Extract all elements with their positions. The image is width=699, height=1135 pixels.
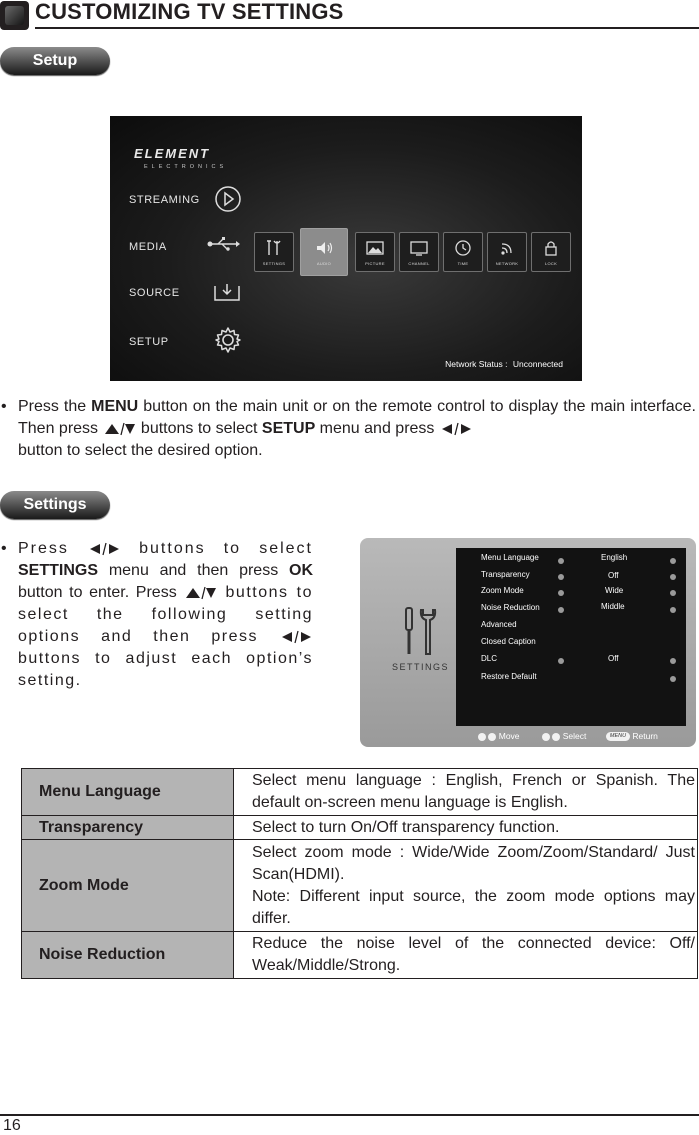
- tv-settings-screen: [360, 538, 696, 747]
- header-icon: [0, 1, 29, 30]
- network-status-label: Network Status :: [445, 359, 508, 369]
- tile-settings: [254, 232, 294, 272]
- settings-table: [21, 768, 698, 979]
- up-button-icon: [478, 733, 486, 741]
- clock-icon: [453, 239, 473, 257]
- settings-instructions: Press buttons to select SETTINGS menu and then press OK button to enter. Press buttons to select the following setting options and then press buttons to adjust each option’s setting.: [18, 540, 314, 689]
- tile-label: AUDIO: [316, 260, 332, 266]
- chevron-icon: [558, 607, 564, 613]
- menu-key-icon: MENU: [606, 732, 630, 741]
- section-label-settings: Settings: [0, 491, 110, 519]
- up-down-arrows-icon: [102, 422, 136, 436]
- setting-name: Noise Reduction: [481, 603, 540, 612]
- tile-label: NETWORK: [495, 260, 519, 266]
- wrench-screwdriver-icon: [264, 239, 284, 257]
- play-icon: [214, 185, 242, 213]
- menu-item-source: SOURCE: [129, 287, 180, 299]
- setting-name: Menu Language: [481, 553, 539, 562]
- setting-value: Middle: [601, 602, 625, 611]
- wrench-screwdriver-icon: [398, 606, 438, 658]
- tile-label: SETTINGS: [262, 260, 286, 266]
- menu-item-media: MEDIA: [129, 241, 167, 253]
- settings-screen-label: SETTINGS: [392, 662, 450, 672]
- table-value: [234, 840, 698, 932]
- table-key: Zoom Mode: [22, 840, 234, 932]
- setting-name: Restore Default: [481, 672, 537, 681]
- table-row: [22, 840, 698, 932]
- setting-name: Advanced: [481, 620, 517, 629]
- chevron-icon: [670, 607, 676, 613]
- tile-channel: [399, 232, 439, 272]
- speaker-icon: [314, 239, 334, 257]
- input-source-icon: [213, 282, 241, 302]
- up-down-arrows-icon: [183, 586, 217, 600]
- brand-subtitle: ELECTRONICS: [144, 164, 228, 170]
- bullet: •: [1, 540, 7, 557]
- table-row: [22, 816, 698, 840]
- tile-picture: [355, 232, 395, 272]
- wifi-icon: [497, 239, 517, 257]
- table-value: Select menu language : English, French or Spanish. The default on-screen menu language is English.: [234, 769, 698, 816]
- page-number: 16: [3, 1117, 21, 1134]
- left-right-arrows-icon: [439, 422, 473, 436]
- chevron-icon: [670, 676, 676, 682]
- table-value-text: Select zoom mode : Wide/Wide Zoom/Zoom/Standard/ Just Scan(HDMI).: [252, 843, 695, 883]
- network-status: [445, 359, 563, 369]
- down-button-icon: [488, 733, 496, 741]
- chevron-icon: [670, 658, 676, 664]
- tile-label: PICTURE: [365, 260, 385, 266]
- tile-label: TIME: [457, 260, 469, 266]
- footer-select: Select: [542, 731, 586, 741]
- setting-value: Off: [608, 571, 619, 580]
- footer-move: Move: [478, 731, 520, 741]
- table-key: Transparency: [22, 816, 234, 840]
- tile-lock: [531, 232, 571, 272]
- setting-value: Off: [608, 654, 619, 663]
- table-key: Noise Reduction: [22, 932, 234, 979]
- setting-name: DLC: [481, 654, 498, 663]
- chevron-icon: [558, 574, 564, 580]
- table-value-note: Note: Different input source, the zoom mode options may differ.: [252, 887, 695, 927]
- chevron-icon: [558, 558, 564, 564]
- tile-time: [443, 232, 483, 272]
- chevron-icon: [670, 590, 676, 596]
- setting-value: English: [601, 553, 628, 562]
- menu-item-streaming: STREAMING: [129, 194, 200, 206]
- tv-home-screen: [110, 116, 582, 381]
- footer-return: MENU Return: [606, 731, 658, 741]
- footer-divider: [0, 1114, 699, 1116]
- setting-name: Transparency: [481, 570, 530, 579]
- chevron-icon: [670, 574, 676, 580]
- network-status-value: Unconnected: [512, 359, 563, 369]
- table-key: Menu Language: [22, 769, 234, 816]
- gear-icon: [214, 326, 242, 354]
- table-row: [22, 769, 698, 816]
- usb-icon: [206, 236, 240, 252]
- table-row: [22, 932, 698, 979]
- left-right-arrows-icon: [279, 630, 313, 644]
- left-right-arrows-icon: [87, 542, 121, 556]
- tile-network: [487, 232, 527, 272]
- tile-audio: [300, 228, 348, 276]
- header-divider: [35, 27, 699, 29]
- chevron-icon: [670, 558, 676, 564]
- brand-logo: ELEMENT: [134, 146, 211, 161]
- chevron-icon: [558, 658, 564, 664]
- tile-label: LOCK: [544, 260, 558, 266]
- table-value: Reduce the noise level of the connected device: Off/ Weak/Middle/Strong.: [234, 932, 698, 979]
- bullet: •: [1, 398, 7, 415]
- setting-name: Zoom Mode: [481, 586, 524, 595]
- page-title: CUSTOMIZING TV SETTINGS: [35, 0, 344, 24]
- right-button-icon: [552, 733, 560, 741]
- tv-icon: [409, 239, 429, 257]
- setup-instructions: Press the MENU button on the main unit or on the remote control to display the main interface. Then press buttons to select SETUP menu and press button to select the desired option.: [18, 398, 697, 459]
- section-label-setup: Setup: [0, 47, 110, 75]
- table-value: Select to turn On/Off transparency function.: [234, 816, 698, 840]
- tile-label: CHANNEL: [408, 260, 430, 266]
- setting-name: Closed Caption: [481, 637, 536, 646]
- setting-value: Wide: [605, 586, 624, 595]
- chevron-icon: [558, 590, 564, 596]
- picture-icon: [365, 239, 385, 257]
- left-button-icon: [542, 733, 550, 741]
- settings-panel: [456, 548, 686, 726]
- lock-icon: [541, 239, 561, 257]
- menu-item-setup: SETUP: [129, 336, 169, 348]
